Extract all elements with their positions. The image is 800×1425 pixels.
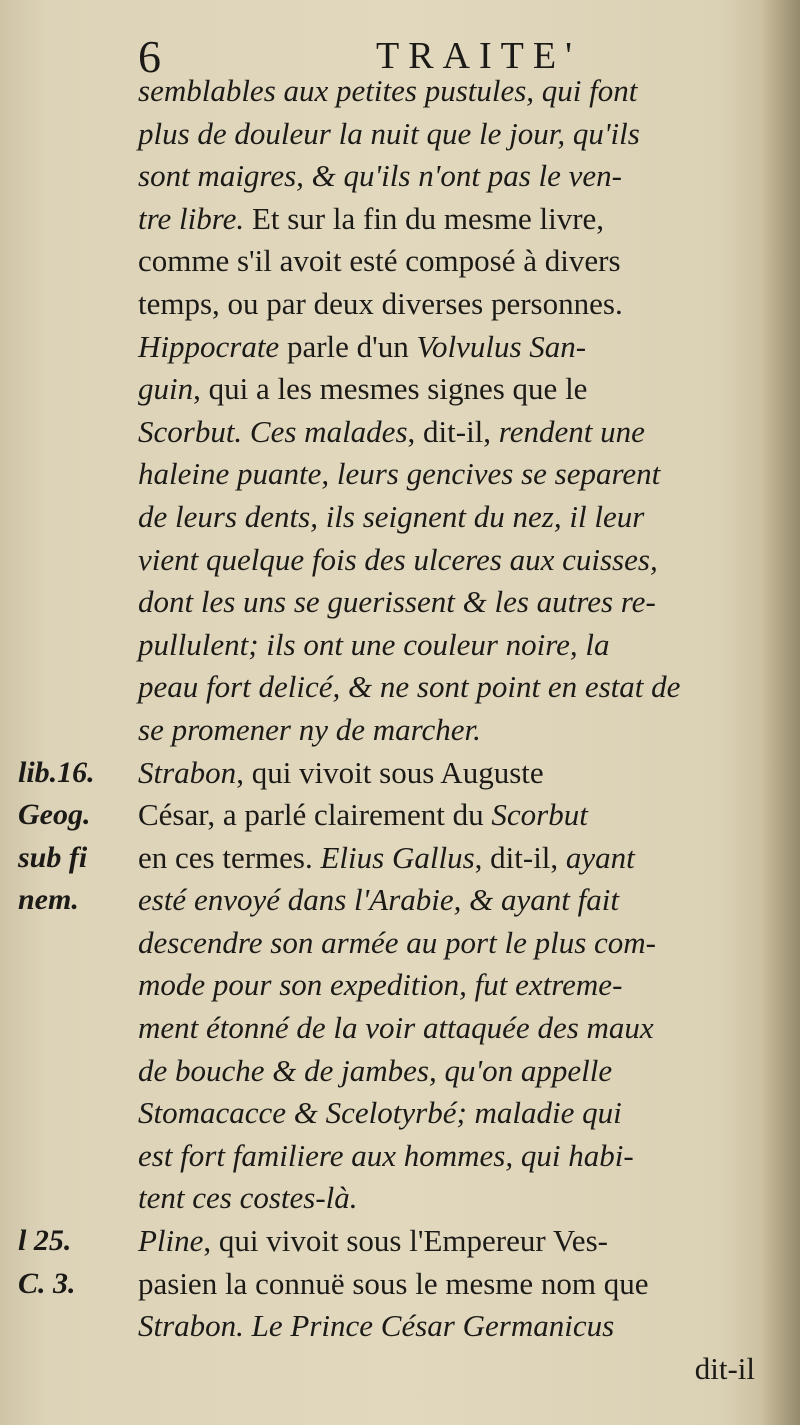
body-text [138, 70, 763, 1390]
italic-segment: haleine puante, leurs gencives se separent [138, 456, 661, 492]
margin-note: lib.16. [18, 755, 95, 789]
roman-segment: parle d'un [279, 328, 417, 364]
text-line [138, 709, 763, 752]
italic-segment: Elius Gallus [320, 839, 475, 875]
italic-segment: descendre son armée au port le plus com- [138, 924, 656, 960]
catchword: dit-il [694, 1350, 755, 1386]
italic-segment: mode pour son expedition, fut extreme- [138, 967, 623, 1003]
roman-segment: , dit-il, [407, 413, 499, 449]
roman-segment: Et sur la fin du mesme livre, [244, 200, 605, 236]
italic-segment: pullulent; ils ont une couleur noire, la [138, 626, 610, 662]
margin-note: C. 3. [18, 1266, 76, 1300]
italic-segment: Strabon [138, 754, 237, 790]
text-line [138, 1050, 763, 1093]
text-line [138, 1263, 763, 1306]
running-title: TRAITE' [376, 35, 581, 77]
italic-segment: ment étonné de la voir attaquée des maux [138, 1010, 654, 1046]
italic-segment: sont maigres, & qu'ils n'ont pas le ven- [138, 158, 622, 194]
roman-segment: , qui vivoit sous Auguste [236, 754, 544, 790]
roman-segment: César, a parlé clairement du [138, 797, 492, 833]
page-number: 6 [138, 31, 161, 82]
text-line [138, 581, 763, 624]
text-line [138, 496, 763, 539]
text-line [138, 1177, 763, 1220]
roman-segment: , dit-il, [474, 839, 566, 875]
italic-segment: Strabon. Le Prince César Germanicus [138, 1308, 615, 1344]
text-line [138, 283, 763, 326]
margin-note: nem. [18, 883, 79, 917]
text-line [138, 198, 763, 241]
text-line [138, 411, 763, 454]
italic-segment: tre libre. [138, 200, 245, 236]
text-line [138, 1135, 763, 1178]
italic-segment: Scorbut [491, 797, 588, 833]
italic-segment: guin [138, 371, 194, 407]
margin-note: sub fi [18, 840, 88, 874]
text-line [138, 752, 763, 795]
roman-segment: comme s'il avoit esté composé à divers [138, 243, 621, 279]
text-line [138, 624, 763, 667]
roman-segment: pasien la connuë sous le mesme nom que [138, 1265, 649, 1301]
italic-segment: vient quelque fois des ulceres aux cuisses, [138, 541, 658, 577]
text-line [138, 879, 763, 922]
text-line [138, 453, 763, 496]
text-line [138, 155, 763, 198]
page-gutter-shadow [760, 0, 800, 1425]
roman-segment: , qui a les mesmes signes que le [193, 371, 588, 407]
italic-segment: ayant [565, 839, 635, 875]
text-line [138, 1007, 763, 1050]
italic-segment: peau fort delicé, & ne sont point en estat de [138, 669, 681, 705]
italic-segment: plus de douleur la nuit que le jour, qu'ils [138, 115, 640, 151]
italic-segment: Pline [138, 1223, 204, 1259]
italic-segment: est fort familiere aux hommes, qui habi- [138, 1137, 634, 1173]
text-line [138, 794, 763, 837]
text-line [138, 1305, 763, 1348]
text-line [138, 70, 763, 113]
text-line [138, 1220, 763, 1263]
text-line [138, 837, 763, 880]
italic-segment: se promener ny de marcher. [138, 711, 481, 747]
italic-segment: esté envoyé dans l'Arabie, & ayant fait [138, 882, 619, 918]
text-line [138, 326, 763, 369]
roman-segment: temps, ou par deux diverses personnes. [138, 285, 623, 321]
italic-segment: tent ces costes-là. [138, 1180, 358, 1216]
roman-segment: , qui vivoit sous l'Empereur Ves- [203, 1223, 608, 1259]
italic-segment: de bouche & de jambes, qu'on appelle [138, 1052, 613, 1088]
italic-segment: Stomacacce & Scelotyrbé; maladie qui [138, 1095, 622, 1131]
italic-segment: Scorbut. Ces malades [138, 413, 408, 449]
margin-note: Geog. [18, 798, 91, 832]
text-line [138, 922, 763, 965]
italic-segment: Volvulus San- [416, 328, 587, 364]
text-line [138, 539, 763, 582]
text-line [138, 113, 763, 156]
text-line [138, 666, 763, 709]
text-line [138, 1092, 763, 1135]
italic-segment: semblables aux petites pustules, qui font [138, 73, 638, 108]
italic-segment: de leurs dents, ils seignent du nez, il leur [138, 498, 645, 534]
roman-segment: en ces termes. [138, 839, 321, 875]
italic-segment: Hippocrate [138, 328, 280, 364]
text-line [138, 368, 763, 411]
margin-note: l 25. [18, 1224, 72, 1258]
text-line [138, 240, 763, 283]
italic-segment: rendent une [498, 413, 645, 449]
text-line [138, 964, 763, 1007]
italic-segment: dont les uns se guerissent & les autres re- [138, 584, 656, 620]
